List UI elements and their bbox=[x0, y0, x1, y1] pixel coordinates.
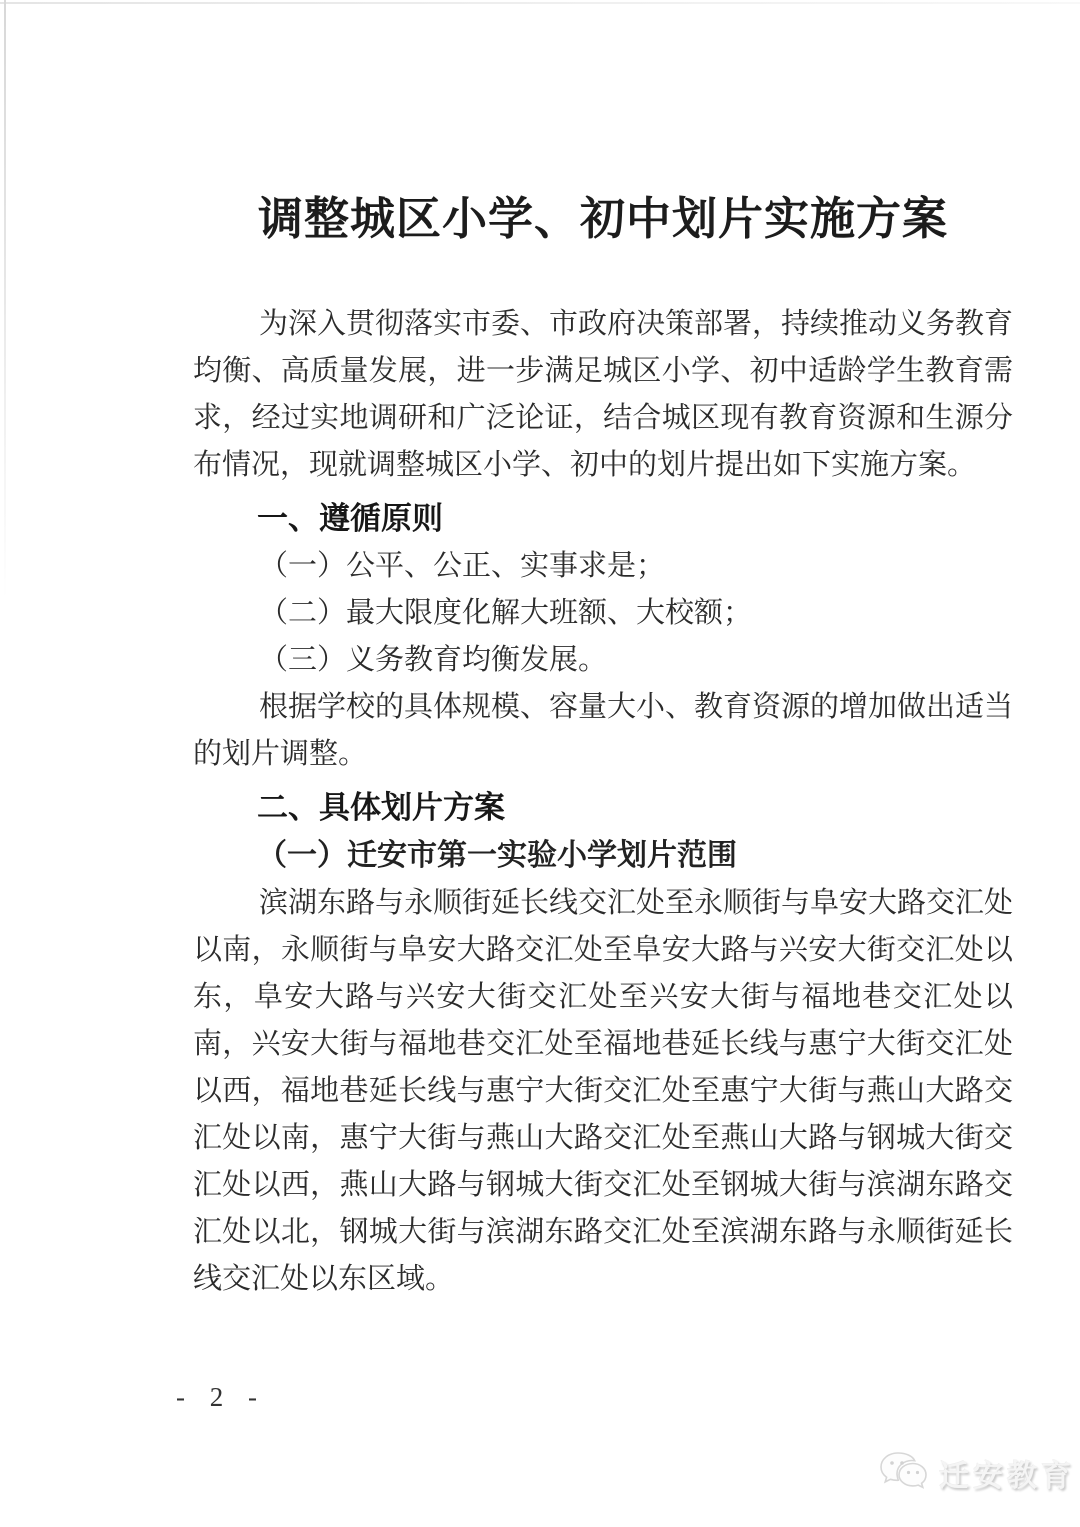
document-title: 调整城区小学、初中划片实施方案 bbox=[257, 194, 948, 244]
principle-item-1: （一）公平、公正、实事求是； bbox=[259, 550, 666, 582]
paragraph-adjustment-note: 根据学校的具体规模、容量大小、教育资源的增加做出适当的划片调整。 bbox=[193, 691, 1014, 770]
section-heading-plan: 二、具体划片方案 bbox=[257, 790, 505, 825]
wechat-icon bbox=[878, 1450, 930, 1496]
subheading-school-zone: （一）迁安市第一实验小学划片范围 bbox=[257, 839, 737, 872]
principle-item-2: （二）最大限度化解大班额、大校额； bbox=[259, 597, 753, 629]
scan-edge-left bbox=[4, 0, 6, 600]
watermark bbox=[878, 1450, 1075, 1496]
paragraph-intro: 为深入贯彻落实市委、市政府决策部署，持续推动义务教育均衡、高质量发展，进一步满足城区小学、初中适龄学生教育需求，经过实地调研和广泛论证，结合城区现有教育资源和生源分布情况，现就调整城区小学、初中的划片提出如下实施方案。 bbox=[193, 308, 1014, 481]
section-heading-principles: 一、遵循原则 bbox=[257, 501, 443, 536]
watermark-text: 迁安教育 bbox=[939, 1460, 1075, 1493]
paragraph-zone-boundaries: 滨湖东路与永顺街延长线交汇处至永顺街与阜安大路交汇处以南，永顺街与阜安大路交汇处至阜安大路与兴安大街交汇处以东，阜安大路与兴安大街交汇处至兴安大街与福地巷交汇处以南，兴安大街与福地巷交汇处至福地巷延长线与惠宁大街交汇处以西，福地巷延长线与惠宁大街交汇处至惠宁大街与燕山大路交汇处以南，惠宁大街与燕山大路交汇处至燕山大路与钢城大街交汇处以西，燕山大路与钢城大街交汇处至钢城大街与滨湖东路交汇处以北，钢城大街与滨湖东路交汇处至滨湖东路与永顺街延长线交汇处以东区域。 bbox=[193, 887, 1014, 1295]
document-content bbox=[193, 0, 1013, 1303]
principle-item-3: （三）义务教育均衡发展。 bbox=[259, 644, 608, 676]
page-number: - 2 - bbox=[176, 1382, 266, 1412]
